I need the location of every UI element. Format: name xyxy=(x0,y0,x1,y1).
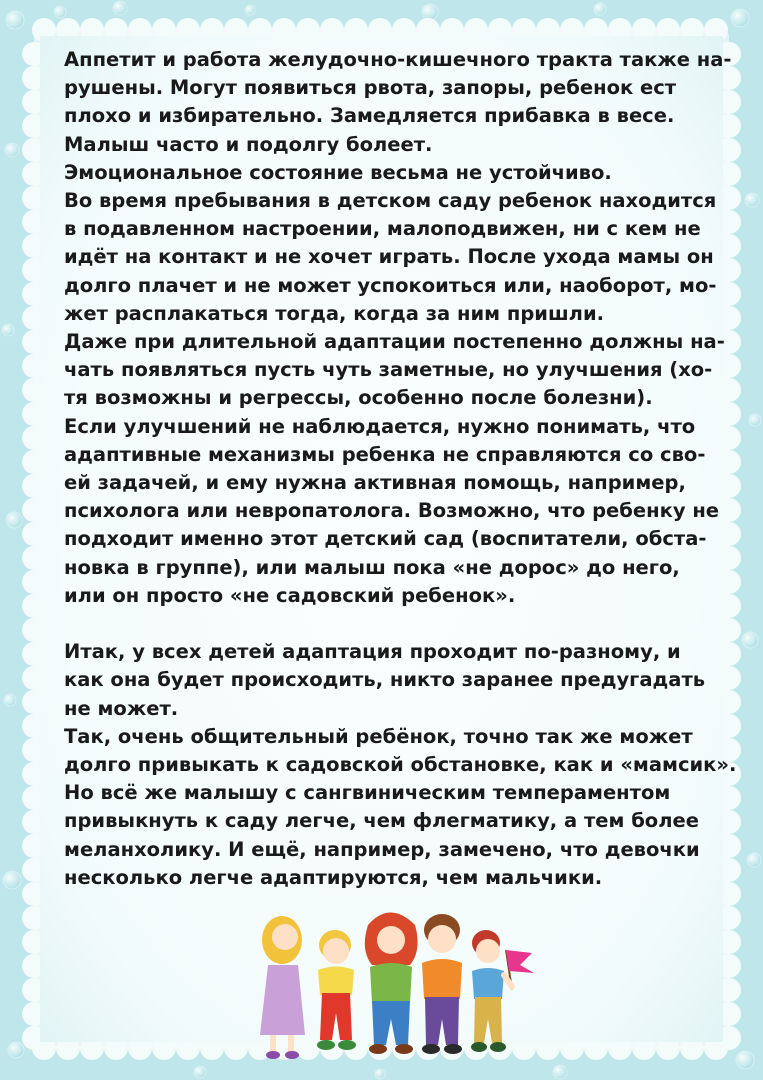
article-line: привыкнуть к саду легче, чем флегматику, а тем более xyxy=(64,809,699,833)
article-line: Но всё же малышу с сангвиническим темпераментом xyxy=(64,781,671,805)
article-line: адаптивные механизмы ребенка не справляются со сво- xyxy=(64,442,706,466)
article-line: Так, очень общительный ребёнок, точно так же может xyxy=(64,724,693,748)
article-line: Итак, у всех детей адаптация проходит по-разному, и xyxy=(64,640,681,664)
article-line: Во время пребывания в детском саду ребенок находится xyxy=(64,189,717,213)
article-line: чать появляться пусть чуть заметные, но улучшения (хо- xyxy=(64,358,713,382)
article-line: меланхолику. И ещё, например, замечено, что девочки xyxy=(64,837,700,861)
article-line: плохо и избирательно. Замедляется прибавка в весе. xyxy=(64,104,675,128)
article-line: ей задачей, и ему нужна активная помощь, например, xyxy=(64,471,686,495)
article-line: не может. xyxy=(64,696,179,720)
article-line: Если улучшений не наблюдается, нужно понимать, что xyxy=(64,414,696,438)
article-line: или он просто «не садовский ребенок». xyxy=(64,583,516,607)
article-line: жет расплакаться тогда, когда за ним пришли. xyxy=(64,301,605,325)
article-line: подходит именно этот детский сад (воспитатели, обста- xyxy=(64,527,707,551)
article-line: психолога или невропатолога. Возможно, что ребенку не xyxy=(64,499,720,523)
article-line: как она будет происходить, никто заранее предугадать xyxy=(64,668,706,692)
paragraph-gap xyxy=(64,610,744,638)
article-line: в подавленном настроении, малоподвижен, ни с кем не xyxy=(64,217,701,241)
article-line: Даже при длительной адаптации постепенно должны на- xyxy=(64,330,725,354)
article-line: несколько легче адаптируются, чем мальчики. xyxy=(64,865,603,889)
article-line: Аппетит и работа желудочно-кишечного тракта также на- xyxy=(64,48,732,71)
article-line: долго привыкать к садовской обстановке, как и «мамсик». xyxy=(64,753,737,777)
article-line: Малыш часто и подолгу болеет. xyxy=(64,132,433,156)
article-line: долго плачет и не может успокоиться или, наоборот, мо- xyxy=(64,273,717,297)
article-line: Эмоциональное состояние весьма не устойчиво. xyxy=(64,160,612,184)
article-body xyxy=(64,46,744,892)
article-line: идёт на контакт и не хочет играть. После ухода мамы он xyxy=(64,245,714,269)
article-line: новка в группе), или малыш пока «не дорос» до него, xyxy=(64,555,680,579)
article-line: рушены. Могут появиться рвота, запоры, ребенок ест xyxy=(64,76,677,100)
children-holding-hands-icon xyxy=(250,895,540,1063)
article-line: тя возможны и регрессы, особенно после болезни). xyxy=(64,386,653,410)
